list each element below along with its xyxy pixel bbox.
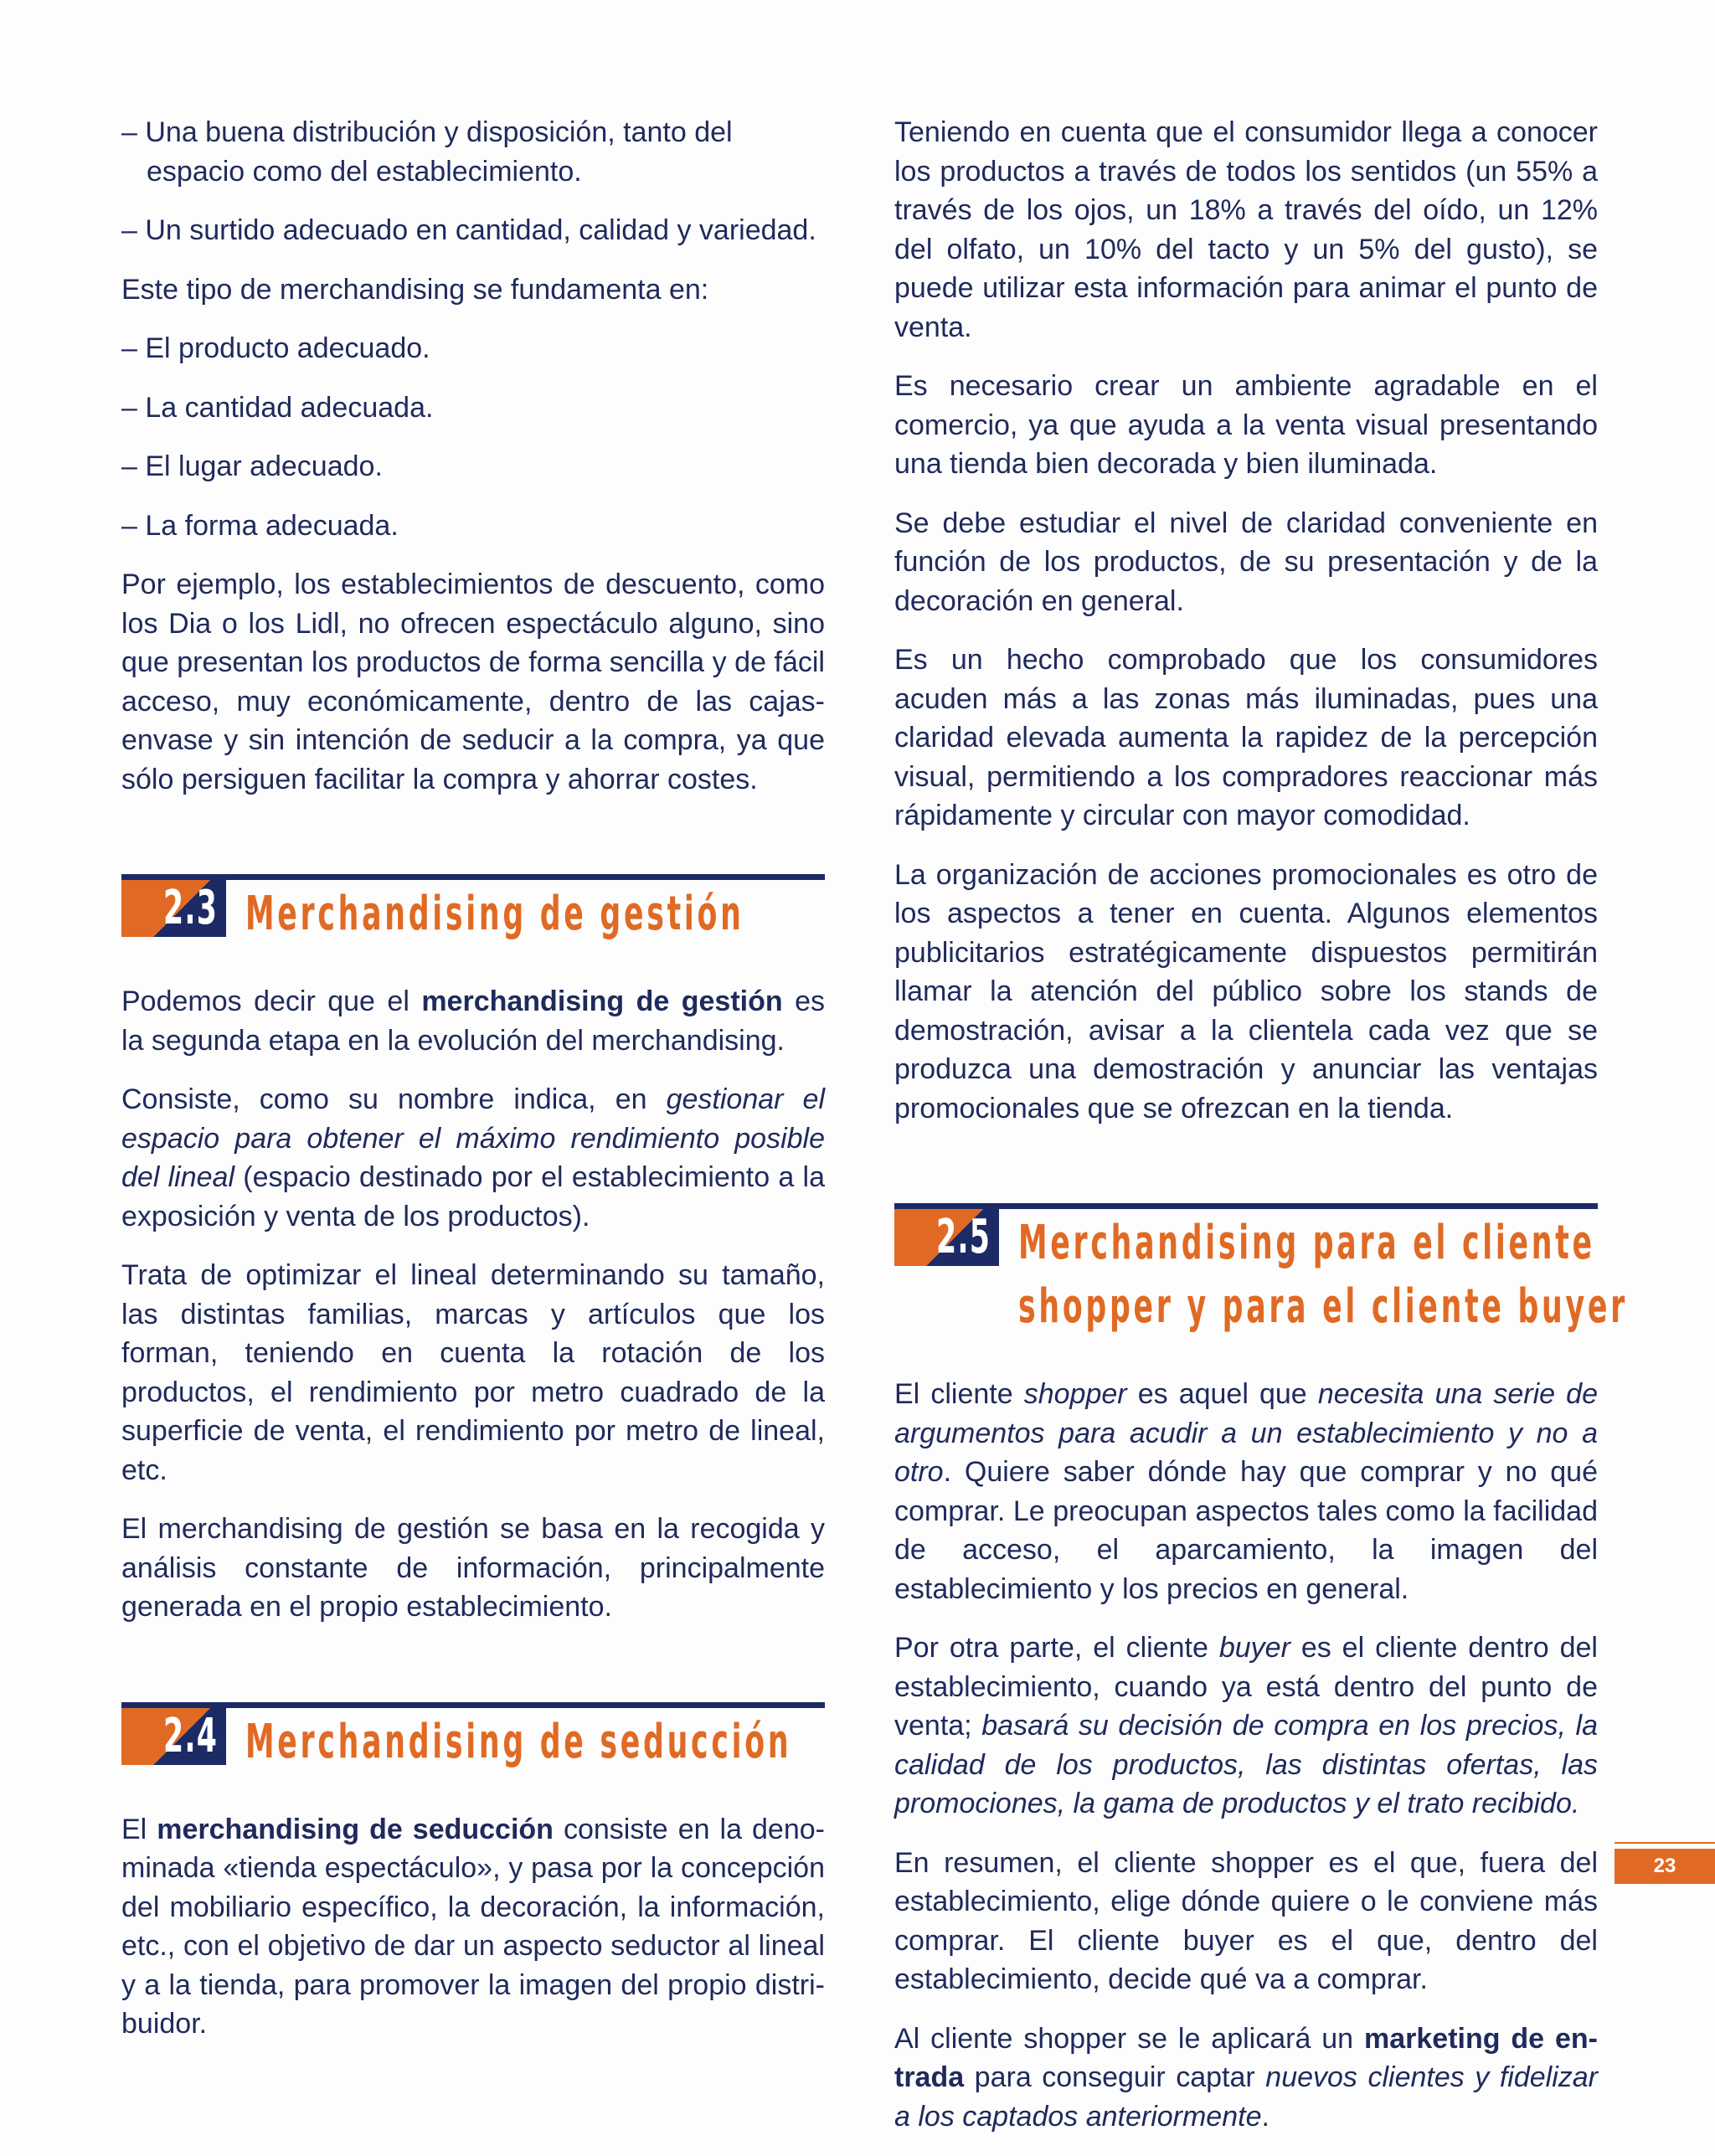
- paragraph: Podemos decir que el merchandising de gestión es la segunda etapa en la evolución del merchandising.: [121, 985, 825, 1057]
- paragraph: Es un hecho comprobado que los consumidores acuden más a las zonas más iluminadas, pues una claridad elevada aumenta la rapidez de la percepción visual, permitiendo a los compradores reaccionar más rápidamente y circular con mayor comodidad.: [894, 644, 1598, 831]
- list-item: – La forma adecuada.: [121, 509, 399, 542]
- section-title-line-1: Merchandising para el cliente: [1018, 1216, 1595, 1270]
- section-number: 2.3: [162, 881, 218, 935]
- paragraph: Trata de optimizar el lineal determinando su tamaño, las distintas familias, marcas y artículos que los forman, teniendo en cuenta la rotación de los productos, el rendimiento por metro cuadrado de la superficie de venta, el rendimiento por metro de lineal, etc.: [121, 1259, 825, 1486]
- section-number: 2.5: [935, 1210, 991, 1264]
- section-number-box: [121, 1708, 226, 1765]
- paragraph: Es necesario crear un ambiente agradable en el comercio, ya que ayuda a la venta visual presentando una tienda bien decorada y bien iluminada.: [894, 370, 1598, 480]
- section-title-line-2: shopper y para el cliente buyer: [1018, 1279, 1628, 1334]
- paragraph: Este tipo de merchandising se fundamenta en:: [121, 273, 709, 306]
- section-number-box: [121, 880, 226, 937]
- right-column: [894, 113, 1628, 2156]
- paragraph: Consiste, como su nombre indica, en gestionar el espacio para obtener el máximo rendimiento posible del lineal (espacio destinado por el establecimiento a la exposición y venta de los productos).: [121, 1083, 825, 1232]
- page-tab-rule: [1615, 1842, 1715, 1844]
- paragraph: – Un surtido adecuado en cantidad, calidad y variedad.: [121, 214, 816, 246]
- section-heading-2-3: [121, 874, 825, 944]
- section-heading-2-5: [894, 1203, 1628, 1336]
- list-item: – El producto adecuado.: [121, 332, 430, 364]
- paragraph: El merchandising de gestión se basa en la recogida y análisis constante de información, principalmente generada en el propio establecimiento.: [121, 1513, 825, 1623]
- paragraph: En resumen, el cliente shopper es el que, fuera del establecimiento, elige dónde quiere o le conviene más comprar. El cliente buyer es el que, dentro del establecimiento, decide qué va a comprar.: [894, 1846, 1598, 1995]
- paragraph: El cliente shopper es aquel que necesita una serie de argumentos para acudir a un establecimiento y no a otro. Quiere saber dónde hay que comprar y no qué comprar. Le preocupan aspectos tales como la facilidad de acceso, el aparcamiento, la imagen del establecimiento y los precios en general.: [894, 1378, 1599, 1605]
- section-title: Merchandising de gestión: [245, 887, 744, 941]
- left-column: [121, 113, 825, 2064]
- page-number: 23: [1653, 1855, 1676, 1877]
- list-item: – La cantidad adecuada.: [121, 391, 434, 424]
- paragraph: Se debe estudiar el nivel de claridad conveniente en función de los productos, de su presentación y de la decoración en general.: [894, 507, 1598, 617]
- section-number: 2.4: [162, 1708, 218, 1763]
- paragraph: Teniendo en cuenta que el consumidor llega a conocer los productos a través de todos los sentidos (un 55% a través de los ojos, un 18% a través del oído, un 12% del olfato, un 10% del tacto y un 5% del gusto), se puede utilizar esta información para animar el punto de venta.: [894, 116, 1598, 343]
- section-title: Merchandising de seducción: [245, 1714, 792, 1769]
- paragraph: Al cliente shopper se le aplicará un marketing de entrada para conseguir captar nuevos clientes y fidelizar a los captados anteriormente.: [894, 2022, 1598, 2133]
- section-number-box: [894, 1209, 999, 1266]
- section-heading-2-4: [121, 1702, 825, 1772]
- list-item: – El lugar adecuado.: [121, 450, 383, 482]
- paragraph: Por ejemplo, los establecimientos de descuento, como los Dia o los Lidl, no ofrecen espectáculo alguno, sino que presentan los productos de forma sencilla y de fácil acceso, muy económicamente, dentro de las cajas-envase y sin intención de seducir a la compra, ya que sólo persiguen facilitar la compra y ahorrar costes.: [121, 569, 825, 795]
- paragraph: La organización de acciones promocionales es otro de los aspectos a tener en cuenta. Algunos elementos publicitarios estratégicamente dispuestos permitirán llamar la atención del público sobre los stands de demostración, avisar a la clientela cada vez que se produzca una demostración y anunciar las ventajas promocionales que se ofrezcan en la tienda.: [894, 858, 1598, 1124]
- paragraph: Por otra parte, el cliente buyer es el cliente dentro del establecimiento, cuando ya está dentro del punto de venta; basará su decisión de compra en los precios, la calidad de los productos, las distintas ofertas, las promociones, la gama de productos y el trato recibido.: [894, 1632, 1598, 1819]
- paragraph: El merchandising de seducción consiste en la denominada «tienda espectáculo», y pasa por la concepción del mobiliario específico, la decoración, la información, etc., con el objetivo de dar un aspecto seductor al lineal y a la tienda, para promover la imagen del propio distribuidor.: [121, 1813, 825, 2040]
- paragraph: – Una buena distribución y disposición, tanto del espacio como del establecimiento.: [121, 116, 733, 188]
